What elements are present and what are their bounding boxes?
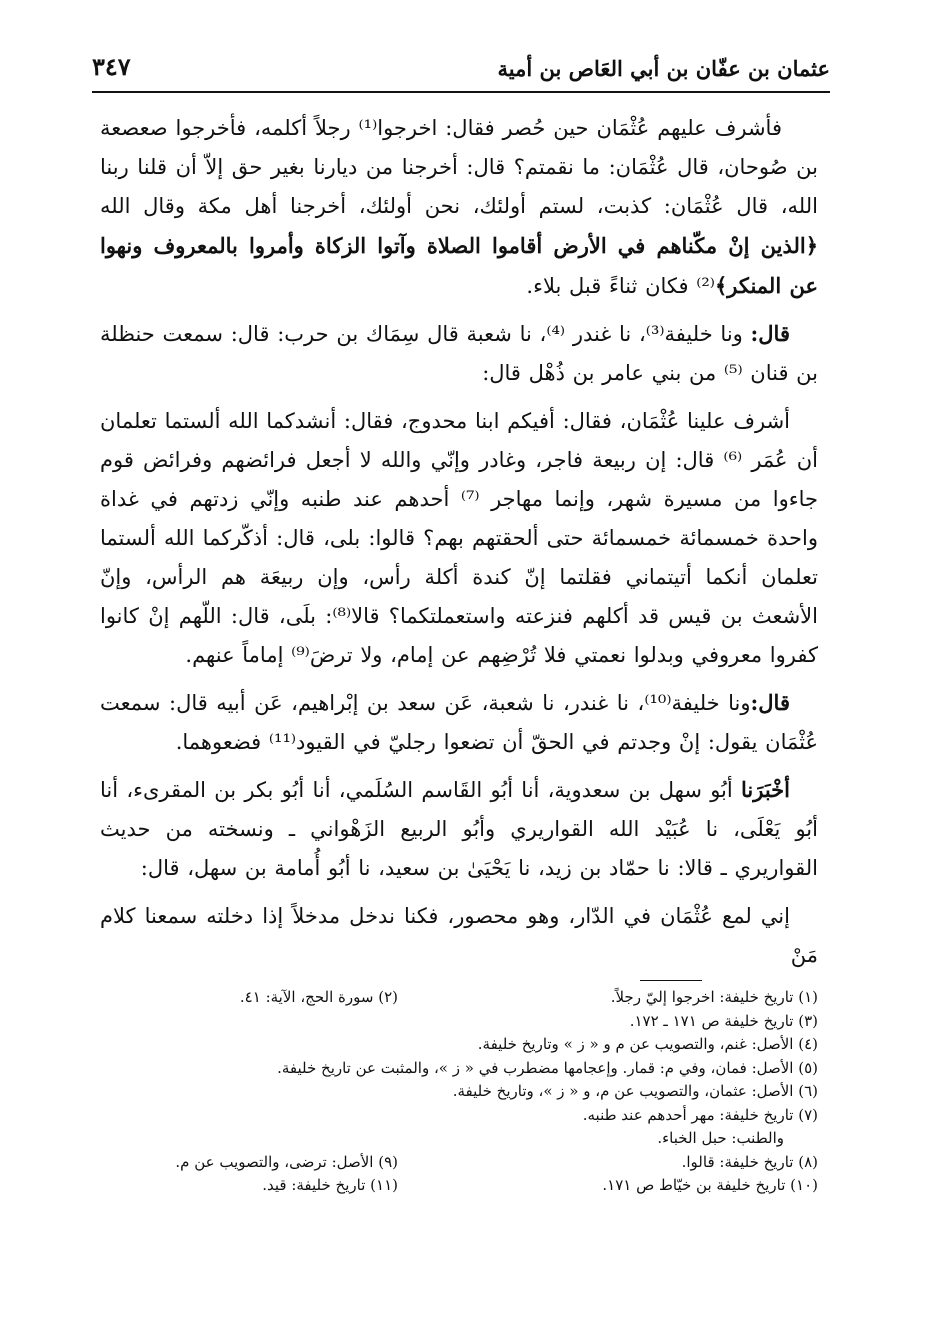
paragraph bbox=[100, 401, 818, 675]
footnote: (٨) تاريخ خليفة: قالوا. bbox=[681, 1152, 818, 1171]
paragraph bbox=[100, 314, 818, 393]
footnote: (١٠) تاريخ خليفة بن خيّاط ص ١٧١. bbox=[602, 1176, 818, 1194]
footnote: (٧) تاريخ خليفة: مهر أحدهم عند طنبه. bbox=[582, 1105, 818, 1124]
footnote-row bbox=[100, 1057, 818, 1081]
footnote: (١) تاريخ خليفة: اخرجوا إليّ رجلاً. bbox=[610, 988, 818, 1006]
paragraph-lead: أخْبَرَنا bbox=[741, 777, 790, 802]
footnote bbox=[100, 1033, 398, 1057]
paragraph bbox=[100, 896, 818, 975]
footnote: والطنب: حبل الخباء. bbox=[657, 1129, 784, 1147]
footnote: (٢) سورة الحج، الآية: ٤١. bbox=[239, 988, 398, 1006]
header-rule bbox=[92, 91, 830, 93]
footnote: (٤) الأصل: غنم، والتصويب عن م و « ز » وتاريخ خليفة. bbox=[477, 1035, 818, 1053]
paragraph-text: إني لمع عُثْمَان في الدّار، وهو محصور، فكنا ندخل مدخلاً إذا دخلته سمعنا كلام مَنْ bbox=[100, 904, 818, 967]
footnote-row bbox=[100, 1174, 818, 1198]
footnote bbox=[100, 1127, 364, 1151]
paragraph-text: أبُو سهل بن سعدوية، أنا أبُو القَاسم السُلَمي، أنا أبُو بكر بن المقرىء، أنا أبُو يَعْلَى، نا عُبَيْد الله القواريري وأبُو الربيع الزَهْواني ـ ونسخته من حديث القواريري ـ قالا: نا حمّاد بن زيد، نا يَحْيَىٰ بن سعيد، نا أبُو أُمامة بن سهل، قال: bbox=[100, 778, 818, 880]
paragraph-lead: قال: bbox=[750, 321, 790, 346]
footnote-rule bbox=[640, 980, 702, 981]
paragraph-text: ونا خليفة⁽¹⁰⁾، نا غندر، نا شعبة، عَن سعد بن إبْراهيم، عَن أبيه قال: سمعت عُثْمَان يقول: إنْ وجدتم في الحقّ أن تضعوا رجليّ في القيود⁽¹¹⁾ فضعوهما. bbox=[100, 691, 818, 754]
paragraph-lead: قال: bbox=[750, 690, 790, 715]
paragraph-text: أشرف علينا عُثْمَان، فقال: أفيكم ابنا محدوج، فقال: أنشدكما الله ألستما تعلمان أن عُمَر ⁽⁶⁾ قال: إن ربيعة فاجر، وغادر وإنّي والله لا أجعل فرائضهم وفرائض قوم جاءوا من مسيرة شهر، وإنما مهاجر ⁽⁷⁾ أحدهم عند طنبه وإنّي زدتهم في غداة واحدة خمسمائة خمسمائة حتى ألحقتهم بهم؟ قالوا: بلى، قال: أذكّركما الله ألستما تعلمان أنكما أتيتماني فقلتما إنّ كندة أكلة رأس، وإن ربيعَة هم الرأس، وإنّ الأشعث بن قيس قد أكلهم فنزعته واستعملتكما؟ قالا⁽⁸⁾: بلَى، قال: اللّهم إنْ كانوا كفروا معروفي وبدلوا نعمتي فلا تُرْضِهم عن إمام، ولا ترضَ⁽⁹⁾ إماماً عنهم. bbox=[100, 409, 818, 667]
footnote-row bbox=[100, 1151, 818, 1175]
footnote bbox=[100, 1104, 398, 1128]
main-text bbox=[100, 108, 818, 983]
header-title: عثمان بن عفّان بن أبي العَاص بن أمية bbox=[497, 56, 830, 81]
paragraph-text: ونا خليفة⁽³⁾، نا غندر ⁽⁴⁾، نا شعبة قال سِمَاك بن حرب: قال: سمعت حنظلة بن قنان ⁽⁵⁾ من بني عامر بن ذُهْل قال: bbox=[100, 322, 818, 385]
footnote-row bbox=[100, 1127, 818, 1151]
footnotes bbox=[100, 986, 818, 1198]
footnote-row bbox=[100, 1033, 818, 1057]
paragraph bbox=[100, 683, 818, 762]
footnote-row bbox=[100, 1080, 818, 1104]
running-header bbox=[92, 48, 830, 92]
page-number: ٣٤٧ bbox=[92, 52, 131, 81]
paragraph-text: فأشرف عليهم عُثْمَان حين حُصر فقال: اخرجوا⁽¹⁾ رجلاً أكلمه، فأخرجوا صعصعة بن صُوحان، قال عُثْمَان: ما نقمتم؟ قال: أخرجنا من ديارنا بغير حق إلاّ أن قلنا ربنا الله، قال عُثْمَان: كذبت، لستم أولئك، نحن أولئك، أخرجنا أهل مكة وقال الله bbox=[100, 116, 818, 218]
paragraph-tail: ⁽²⁾ فكان ثناءً قبل بلاء. bbox=[526, 274, 715, 298]
footnote: (٣) تاريخ خليفة ص ١٧١ ـ ١٧٢. bbox=[629, 1011, 818, 1030]
footnote-row bbox=[100, 1010, 818, 1034]
footnote: (١١) تاريخ خليفة: قيد. bbox=[262, 1176, 398, 1194]
footnote: (٦) الأصل: عثمان، والتصويب عن م، و « ز »، وتاريخ خليفة. bbox=[452, 1082, 818, 1100]
footnote-row bbox=[100, 1104, 818, 1128]
paragraph bbox=[100, 108, 818, 306]
footnote bbox=[100, 1080, 398, 1104]
footnote bbox=[100, 1057, 398, 1081]
paragraph bbox=[100, 770, 818, 888]
footnote: (٥) الأصل: فمان، وفي م: قمار. وإعجامها مضطرب في « ز »، والمثبت عن تاريخ خليفة. bbox=[277, 1058, 818, 1077]
quran-quote: ﴿الذين إنْ مكّناهم في الأرض أقاموا الصلاة وآتوا الزكاة وأمروا بالمعروف ونهوا عن المنكر﴾ bbox=[100, 233, 818, 298]
footnote bbox=[100, 1010, 398, 1034]
footnote: (٩) الأصل: ترضى، والتصويب عن م. bbox=[175, 1152, 398, 1171]
footnote-row bbox=[100, 986, 818, 1010]
